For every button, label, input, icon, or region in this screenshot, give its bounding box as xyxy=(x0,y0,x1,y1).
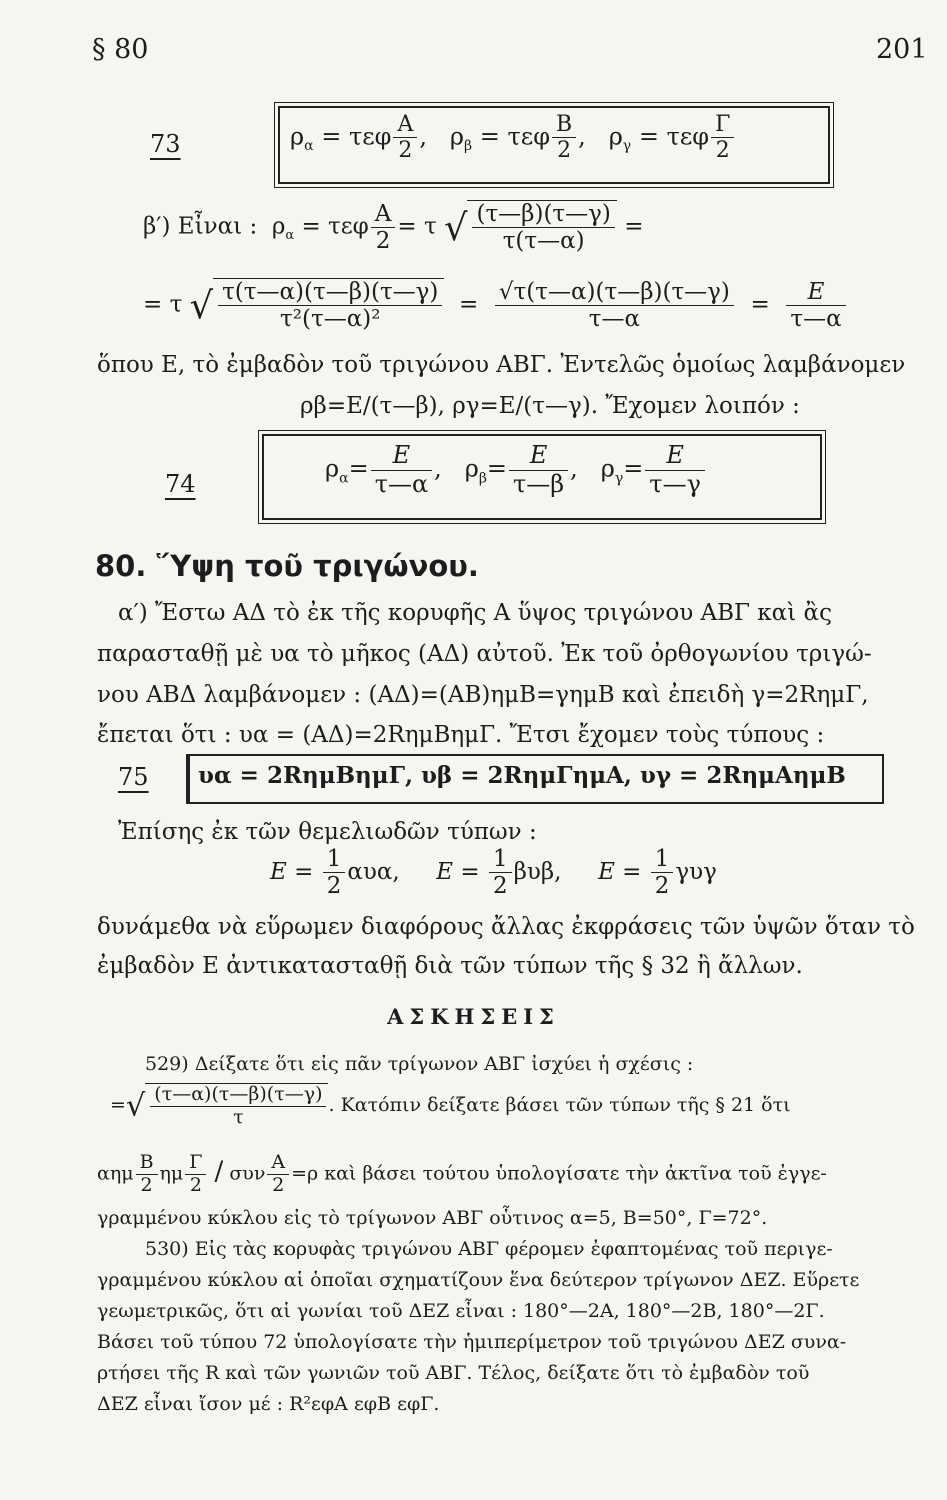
formula-number-74: 74 xyxy=(165,470,196,498)
area-formulas: E = $\frac{1}{2}$ αυα, E = $\frac{1}{2}$ βυβ, E = $\frac{1}{2}$ γυγ xyxy=(270,846,717,900)
paragraph-a-line-2: παρασταθῇ μὲ υα τὸ μῆκος (ΑΔ) αὐτοῦ. Ἐκ τοῦ ὀρθογωνίου τριγώ- xyxy=(97,641,872,667)
paragraph-b-line-1: δυνάμεθα νὰ εὕρωμεν διαφόρους ἄλλας ἐκφράσεις τῶν ὑψῶν ὅταν τὸ xyxy=(97,914,915,940)
exercise-529-line-2: =√ $\frac{(\tau—\alpha)(\tau—\beta)(\tau—\gamma)}{\tau}$ . Κατόπιν δείξατε βάσει τῶν τύπων τῆς § 21 ὅτι xyxy=(110,1083,791,1128)
exercise-530-line-3: γεωμετρικῶς, ὅτι αἱ γωνίαι τοῦ ΔΕΖ εἶναι : 180°—2Α, 180°—2Β, 180°—2Γ. xyxy=(97,1300,825,1322)
formula-number-75: 75 xyxy=(118,763,149,791)
exercise-530-line-2: γραμμένου κύκλου αἱ ὁποῖαι σχηματίζουν ἕνα δεύτερον τρίγωνον ΔΕΖ. Εὕρετε xyxy=(97,1269,860,1291)
exercise-529-line-3: αημ $\frac{B}{2}$ ημ $\frac{\Gamma}{2}$ / συν $\frac{A}{2}$ =ρ καὶ βάσει τούτου ὑπολογίσατε τὴν ἀκτῖνα τοῦ ἐγγε- xyxy=(97,1151,827,1196)
formula-75: υα = 2RημΒημΓ, υβ = 2RημΓημΑ, υγ = 2RημΑημΒ xyxy=(198,762,846,789)
page-number: 201 xyxy=(876,34,928,65)
exercise-529-line-1: 529) Δείξατε ὅτι εἰς πᾶν τρίγωνον ΑΒΓ ἰσχύει ἡ σχέσις : xyxy=(145,1053,694,1075)
proof-line-1: β′) Εἶναι : $\rho_\alpha = \tau\varepsilon\varphi$ $\frac{A}{2}$ = τ √ $\frac{(\tau—\beta)(\tau—\gamma)}{\tau(\tau—\alpha)}$ = xyxy=(143,200,644,255)
exercise-529-line-4: γραμμένου κύκλου εἰς τὸ τρίγωνον ΑΒΓ οὗτινος α=5, Β=50°, Γ=72°. xyxy=(97,1207,768,1229)
formula-74: $\rho_\alpha=$ $\frac{E}{\tau—\alpha}$ , $\rho_\beta=$ $\frac{E}{\tau—\beta}$ , $\rho_\gamma=$ $\frac{E}{\tau—\gamma}$ xyxy=(325,442,707,498)
section-title: 80. Ὕψη τοῦ τριγώνου. xyxy=(95,549,479,583)
proof-line-2: = τ √ $\frac{\tau(\tau—\alpha)(\tau—\beta)(\tau—\gamma)}{\text{τ²(τ—α)²}}$ = $\frac{√\tau(\tau—\alpha)(\tau—\beta)(\tau—\gamma)}{\tau—\alpha}$ = $\frac{E}{\tau—\alpha}$ xyxy=(143,278,848,333)
exercise-530-line-4: Βάσει τοῦ τύπου 72 ὑπολογίσατε τὴν ἡμιπερίμετρον τοῦ τριγώνου ΔΕΖ συνα- xyxy=(97,1331,847,1353)
section-marker: § 80 xyxy=(92,34,149,65)
also-line: Ἐπίσης ἐκ τῶν θεμελιωδῶν τύπων : xyxy=(118,819,537,845)
proof-where-line: ὅπου E, τὸ ἐμβαδὸν τοῦ τριγώνου ΑΒΓ. Ἐντελῶς ὁμοίως λαμβάνομεν xyxy=(97,352,906,378)
paragraph-b-line-2: ἐμβαδὸν E ἀντικατασταθῇ διὰ τῶν τύπων τῆς § 32 ἢ ἄλλων. xyxy=(97,953,803,979)
proof-similar-line: ρβ=E/(τ—β), ργ=E/(τ—γ). Ἔχομεν λοιπόν : xyxy=(300,393,800,419)
exercise-530-line-6: ΔΕΖ εἶναι ἴσον μέ : R²εφΑ εφΒ εφΓ. xyxy=(97,1393,440,1415)
exercises-heading: ΑΣΚΗΣΕΙΣ xyxy=(387,1004,560,1029)
paragraph-a-line-3: νου ΑΒΔ λαμβάνομεν : (ΑΔ)=(ΑΒ)ημΒ=γημΒ καὶ ἐπειδὴ γ=2RημΓ, xyxy=(97,682,869,708)
exercise-530-line-5: ρτήσει τῆς R καὶ τῶν γωνιῶν τοῦ ΑΒΓ. Τέλος, δείξατε ὅτι τὸ ἐμβαδὸν τοῦ xyxy=(97,1362,810,1384)
formula-number-73: 73 xyxy=(150,130,181,158)
exercise-530-line-1: 530) Εἰς τὰς κορυφὰς τριγώνου ΑΒΓ φέρομεν ἐφαπτομένας τοῦ περιγε- xyxy=(145,1238,833,1260)
paragraph-a-line-1: α′) Ἔστω ΑΔ τὸ ἐκ τῆς κορυφῆς Α ὕψος τριγώνου ΑΒΓ καὶ ἂς xyxy=(118,600,832,626)
formula-73: $\rho_\alpha = \tau\varepsilon\varphi$ $\frac{A}{2}$ , $\rho_\beta = \tau\varepsilon\varphi$ $\frac{B}{2}$ , $\rho_\gamma = \tau\varepsilon\varphi$ $\frac{\Gamma}{2}$ xyxy=(290,112,736,164)
paragraph-a-line-4: ἔπεται ὅτι : υα = (ΑΔ)=2RημΒημΓ. Ἔτσι ἔχομεν τοὺς τύπους : xyxy=(97,722,825,748)
